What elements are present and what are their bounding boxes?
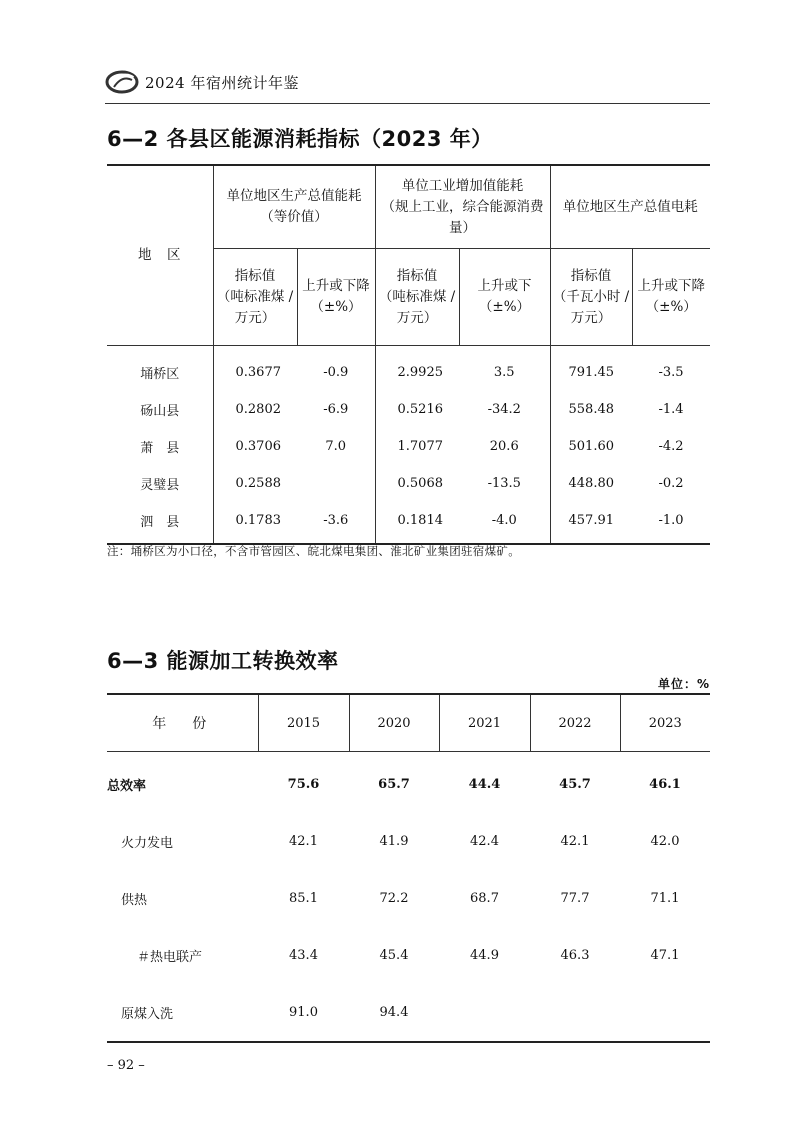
header-rule: [105, 103, 710, 104]
cell: 44.4: [468, 777, 501, 792]
cell: -3.5: [658, 365, 684, 380]
subheader-change: 上升或下 （±%）: [459, 249, 550, 346]
cell: -3.6: [323, 513, 349, 528]
group-header-gdp-energy: 单位地区生产总值能耗 （等价值）: [213, 165, 375, 249]
cell: 75.6: [287, 777, 320, 792]
group-header-industrial-energy: 单位工业增加值能耗 （规上工业，综合能源消费量）: [375, 165, 550, 249]
page-header: [105, 66, 299, 98]
cell: 0.3677: [213, 346, 297, 392]
table-note: 注：埇桥区为小口径，不含市管园区、皖北煤电集团、淮北矿业集团驻宿煤矿。: [107, 544, 520, 558]
cell: 45.4: [379, 948, 409, 963]
cell: [530, 984, 620, 1042]
cell: -6.9: [323, 402, 349, 417]
cell: 42.1: [560, 834, 590, 849]
row-label: 火力发电: [121, 836, 174, 851]
cell: -0.9: [323, 365, 349, 380]
table-row: [107, 752, 710, 814]
cell: -0.2: [658, 476, 684, 491]
subheader-change: 上升或下降 （±%）: [632, 249, 710, 346]
year-col: 2023: [620, 694, 710, 752]
table-6-3-title: 6—3 能源加工转换效率: [107, 649, 339, 673]
unit-label: 单位：%: [657, 677, 710, 691]
row-label: 原煤入洗: [121, 1007, 174, 1022]
cell: 42.1: [289, 834, 318, 849]
cell: 0.5068: [375, 465, 459, 502]
year-col: 2015: [258, 694, 349, 752]
subheader-value: 指标值 （吨标准煤 / 万元）: [375, 249, 459, 346]
cell: 2.9925: [375, 346, 459, 392]
cell: 20.6: [489, 439, 519, 454]
cell: 501.60: [550, 428, 632, 465]
cell: 3.5: [493, 365, 515, 380]
cell: 94.4: [379, 1005, 409, 1020]
cell: 791.45: [550, 346, 632, 392]
year-col: 2020: [349, 694, 439, 752]
cell: 72.2: [379, 891, 409, 906]
cell: -4.2: [658, 439, 684, 454]
subheader-value: 指标值 （千瓦小时 / 万元）: [550, 249, 632, 346]
year-col: 2021: [439, 694, 530, 752]
cell: 91.0: [289, 1005, 318, 1020]
region-header: 地 区: [107, 165, 213, 346]
table-row: [107, 428, 710, 465]
region-name: 萧 县: [140, 441, 180, 456]
cell: -4.0: [491, 513, 517, 528]
cell: 0.3706: [213, 428, 297, 465]
cell: 0.1814: [375, 502, 459, 544]
table-row: [107, 813, 710, 870]
cell: 558.48: [550, 391, 632, 428]
table-row: [107, 391, 710, 428]
yearbook-logo-icon: [105, 69, 139, 95]
cell: 448.80: [550, 465, 632, 502]
table-6-2-title: 6—2 各县区能源消耗指标（2023 年）: [107, 127, 493, 151]
year-col: 2022: [530, 694, 620, 752]
cell: 43.4: [289, 948, 318, 963]
cell: 42.4: [470, 834, 499, 849]
cell: 0.1783: [213, 502, 297, 544]
cell: 0.2802: [213, 391, 297, 428]
cell: 47.1: [650, 948, 680, 963]
cell: 65.7: [378, 777, 410, 792]
row-label: 总效率: [107, 779, 147, 794]
cell: 44.9: [470, 948, 499, 963]
region-name: 砀山县: [140, 404, 180, 419]
table-row: [107, 465, 710, 502]
year-header: 年 份: [107, 694, 258, 752]
region-name: 埇桥区: [140, 367, 180, 382]
cell: 46.3: [560, 948, 590, 963]
cell: 0.5216: [375, 391, 459, 428]
table-row: [107, 870, 710, 927]
cell: 1.7077: [375, 428, 459, 465]
table-row: [107, 502, 710, 544]
cell: -34.2: [487, 402, 521, 417]
cell: -1.4: [658, 402, 684, 417]
cell: 41.9: [379, 834, 409, 849]
row-label: ＃热电联产: [137, 950, 203, 965]
cell: [439, 984, 530, 1042]
cell: 85.1: [289, 891, 318, 906]
table-row: [107, 346, 710, 392]
cell: -1.0: [658, 513, 684, 528]
row-label: 供热: [121, 893, 148, 908]
cell: 457.91: [550, 502, 632, 544]
conversion-efficiency-table: [107, 693, 710, 1043]
cell: 0.2588: [213, 465, 297, 502]
group-header-gdp-electricity: 单位地区生产总值电耗: [550, 165, 710, 249]
table-row: [107, 927, 710, 984]
subheader-change: 上升或下降 （±%）: [297, 249, 375, 346]
cell: 45.7: [559, 777, 591, 792]
table-row: [107, 984, 710, 1042]
cell: 42.0: [650, 834, 680, 849]
cell: [620, 984, 710, 1042]
region-name: 泗 县: [140, 515, 180, 530]
cell: 77.7: [560, 891, 590, 906]
subheader-value: 指标值 （吨标准煤 / 万元）: [213, 249, 297, 346]
yearbook-title: 2024 年宿州统计年鉴: [145, 73, 299, 92]
energy-consumption-table: [107, 164, 710, 545]
cell: 46.1: [649, 777, 681, 792]
cell: 71.1: [650, 891, 680, 906]
region-name: 灵璧县: [140, 478, 180, 493]
cell: 7.0: [325, 439, 347, 454]
cell: [297, 465, 375, 502]
cell: 68.7: [470, 891, 499, 906]
cell: -13.5: [487, 476, 521, 491]
page-number: – 92 –: [107, 1058, 145, 1073]
